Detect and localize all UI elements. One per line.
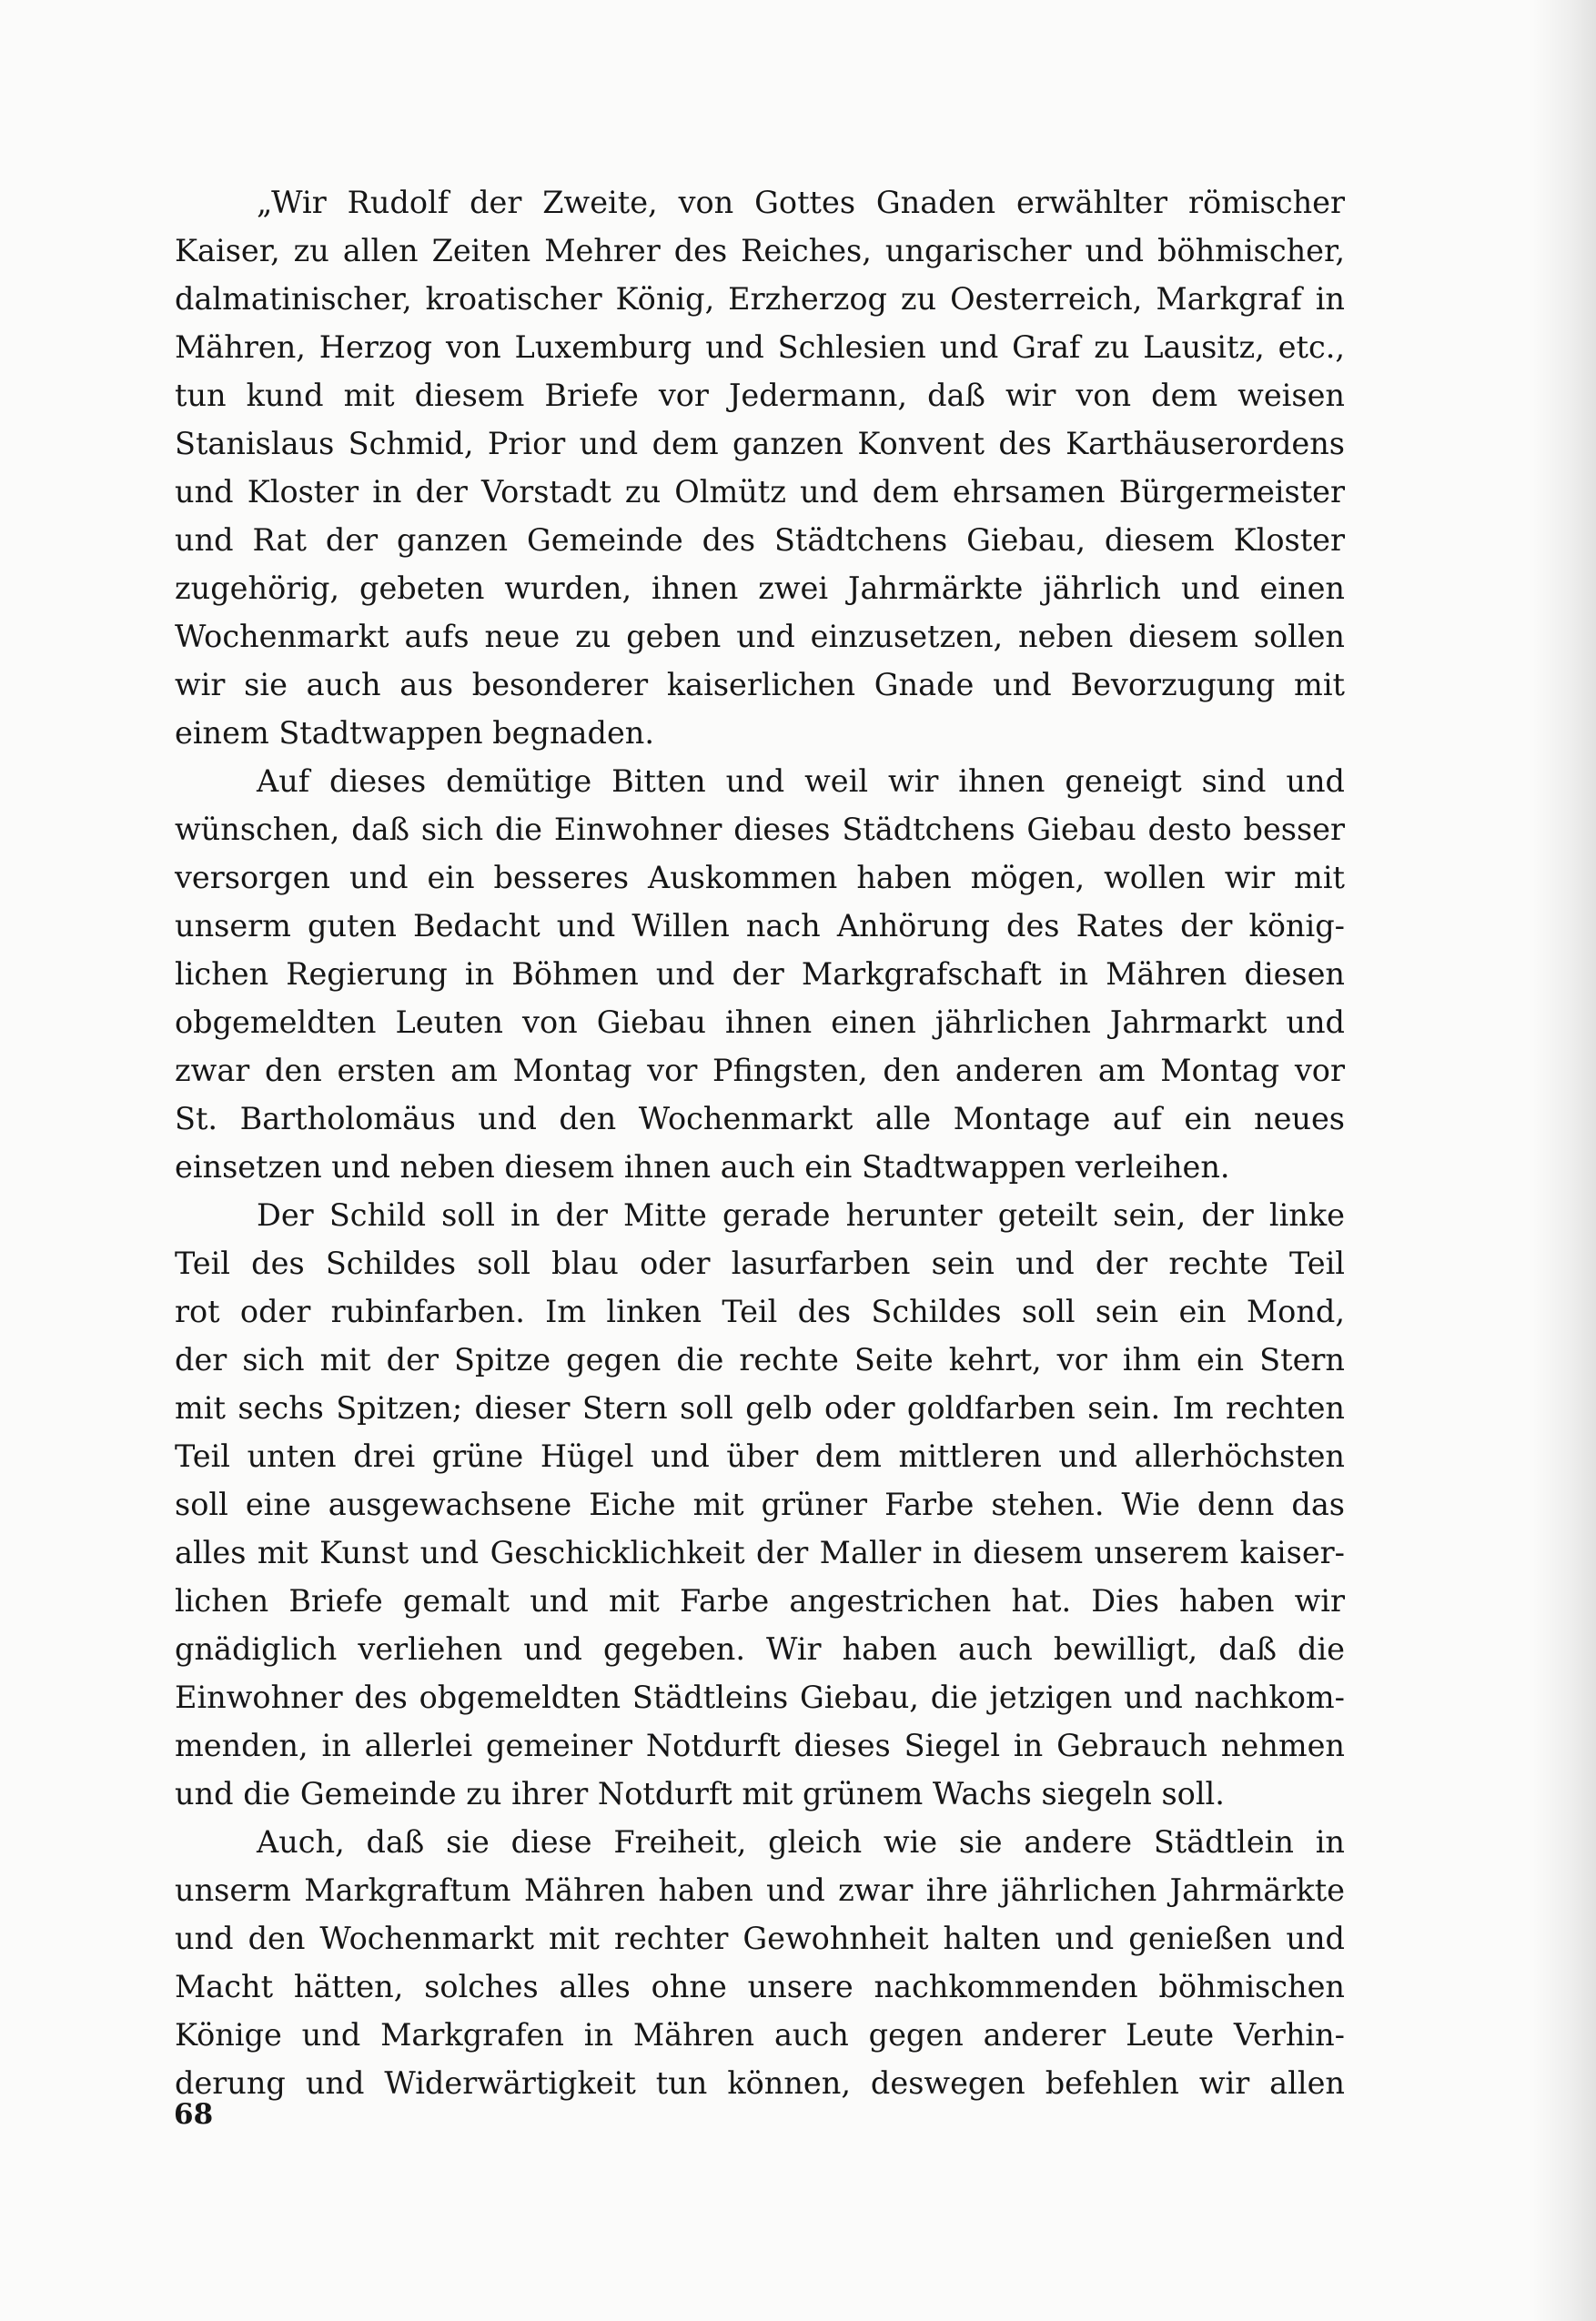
text-line: wünschen, daß sich die Einwohner dieses Städtchens Giebau desto besser [175, 812, 1345, 847]
text-line: mit sechs Spitzen; dieser Stern soll gelb oder goldfarben sein. Im rechten [175, 1390, 1345, 1426]
paragraph-2 [175, 757, 1345, 1191]
text-line: obgemeldten Leuten von Giebau ihnen einen jährlichen Jahrmarkt und [175, 1004, 1345, 1040]
text-line: unserm guten Bedacht und Willen nach Anhörung des Rates der könig- [175, 908, 1345, 944]
text-line: Teil unten drei grüne Hügel und über dem mittleren und allerhöchsten [175, 1438, 1345, 1474]
text-line: „Wir Rudolf der Zweite, von Gottes Gnaden erwählter römischer [257, 185, 1345, 220]
text-line: menden, in allerlei gemeiner Notdurft dieses Siegel in Gebrauch nehmen [175, 1728, 1345, 1763]
text-line: der sich mit der Spitze gegen die rechte Seite kehrt, vor ihm ein Stern [175, 1342, 1345, 1377]
text-line: alles mit Kunst und Geschicklichkeit der Maller in diesem unserem kaiser- [175, 1535, 1345, 1570]
paragraph-1 [175, 178, 1345, 757]
text-line: Macht hätten, solches alles ohne unsere nachkommenden böhmischen [175, 1969, 1345, 2004]
text-line: gnädiglich verliehen und gegeben. Wir haben auch bewilligt, daß die [175, 1631, 1345, 1667]
text-line: versorgen und ein besseres Auskommen haben mögen, wollen wir mit [175, 860, 1345, 895]
text-line: St. Bartholomäus und den Wochenmarkt alle Montage auf ein neues [175, 1101, 1345, 1136]
text-line: unserm Markgraftum Mähren haben und zwar ihre jährlichen Jahrmärkte [175, 1872, 1345, 1908]
text-line: Teil des Schildes soll blau oder lasurfarben sein und der rechte Teil [175, 1246, 1345, 1281]
text-line: Einwohner des obgemeldten Städtleins Giebau, die jetzigen und nachkom- [175, 1680, 1345, 1715]
text-line: und Kloster in der Vorstadt zu Olmütz und dem ehrsamen Bürgermeister [175, 474, 1345, 510]
text-line: derung und Widerwärtigkeit tun können, deswegen befehlen wir allen [175, 2065, 1345, 2101]
paragraph-4 [175, 1818, 1345, 2107]
text-line: wir sie auch aus besonderer kaiserlichen Gnade und Bevorzugung mit [175, 667, 1345, 702]
page-edge-shadow [1532, 0, 1596, 2321]
text-line: zugehörig, gebeten wurden, ihnen zwei Jahrmärkte jährlich und einen [175, 570, 1345, 606]
text-line: einem Stadtwappen begnaden. [175, 715, 654, 751]
text-line: soll eine ausgewachsene Eiche mit grüner Farbe stehen. Wie denn das [175, 1487, 1345, 1522]
text-line: Auch, daß sie diese Freiheit, gleich wie sie andere Städtlein in [257, 1824, 1345, 1860]
page-number: 68 [174, 2098, 214, 2131]
text-line: dalmatinischer, kroatischer König, Erzherzog zu Oesterreich, Markgraf in [175, 281, 1345, 317]
text-line: Mähren, Herzog von Luxemburg und Schlesien und Graf zu Lausitz, etc., [175, 329, 1345, 365]
text-line: lichen Briefe gemalt und mit Farbe angestrichen hat. Dies haben wir [175, 1583, 1345, 1619]
text-line: Stanislaus Schmid, Prior und dem ganzen Konvent des Karthäuserordens [175, 426, 1345, 461]
text-line: Auf dieses demütige Bitten und weil wir ihnen geneigt sind und [257, 763, 1345, 799]
text-line: lichen Regierung in Böhmen und der Markgrafschaft in Mähren diesen [175, 956, 1345, 992]
body-text [175, 178, 1345, 2107]
text-line: rot oder rubinfarben. Im linken Teil des Schildes soll sein ein Mond, [175, 1294, 1345, 1329]
text-line: zwar den ersten am Montag vor Pfingsten, den anderen am Montag vor [175, 1053, 1345, 1088]
text-line: und die Gemeinde zu ihrer Notdurft mit grünem Wachs siegeln soll. [175, 1776, 1225, 1811]
text-line: Wochenmarkt aufs neue zu geben und einzusetzen, neben diesem sollen [175, 619, 1345, 654]
text-line: Der Schild soll in der Mitte gerade herunter geteilt sein, der linke [257, 1197, 1345, 1233]
text-line: tun kund mit diesem Briefe vor Jedermann, daß wir von dem weisen [175, 378, 1345, 413]
text-line: und Rat der ganzen Gemeinde des Städtchens Giebau, diesem Kloster [175, 522, 1345, 558]
paragraph-3 [175, 1191, 1345, 1818]
text-line: Kaiser, zu allen Zeiten Mehrer des Reiches, ungarischer und böhmischer, [175, 233, 1345, 268]
text-line: einsetzen und neben diesem ihnen auch ein Stadtwappen verleihen. [175, 1149, 1230, 1185]
text-line: Könige und Markgrafen in Mähren auch gegen anderer Leute Verhin- [175, 2017, 1345, 2053]
text-line: und den Wochenmarkt mit rechter Gewohnheit halten und genießen und [175, 1921, 1345, 1956]
